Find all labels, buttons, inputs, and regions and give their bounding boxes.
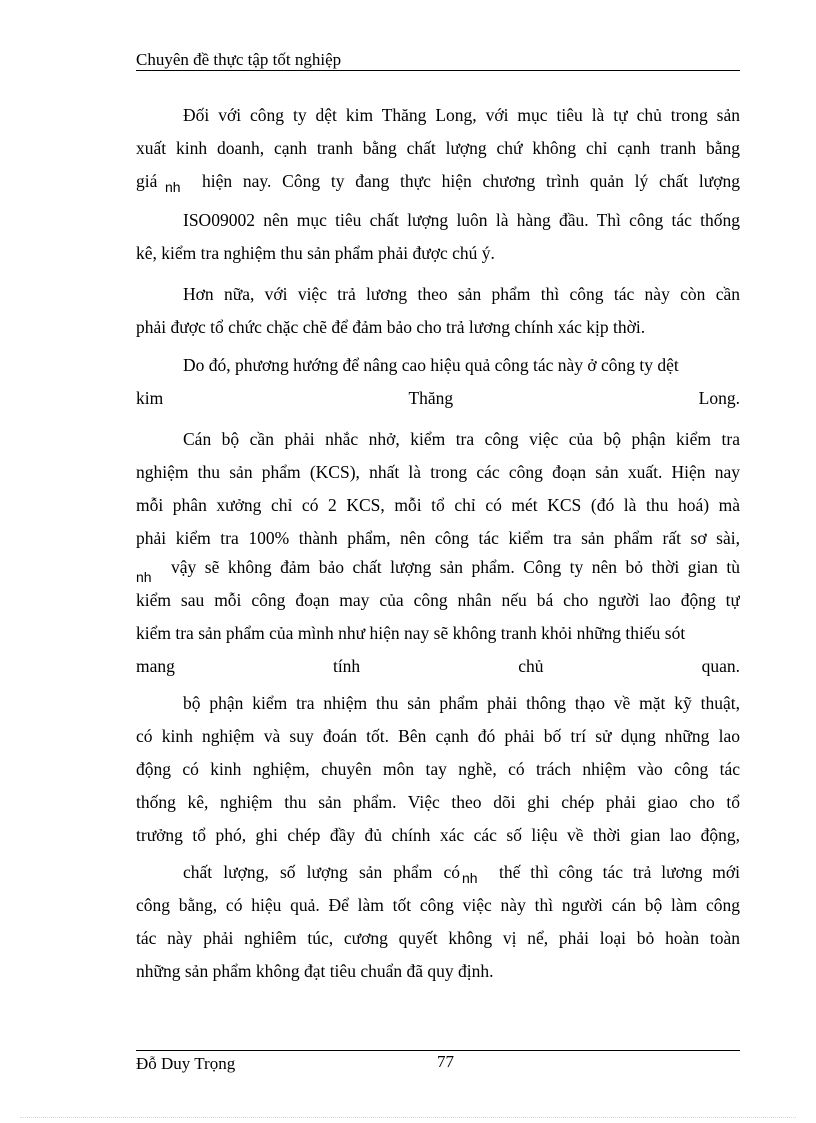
text-line: Đối với công ty dệt kim Thăng Long, với mục tiêu là tự chủ trong sản	[183, 105, 740, 125]
text-line: phải được tổ chức chặc chẽ để đảm bảo cho trả lương chính xác kịp thời.	[136, 317, 646, 337]
text-line: động có kinh nghiệm, chuyên môn tay nghề, có trách nhiệm vào công tác	[136, 759, 740, 779]
footer-rule	[136, 1050, 740, 1051]
text-line: chất lượng, số lượng sản phẩm có	[183, 862, 460, 882]
text-line: hiện nay. Công ty đang thực hiện chương trình quản lý chất lượng	[202, 171, 740, 191]
text-fragment: nh	[136, 569, 152, 585]
text-line: nghiệm thu sản phẩm (KCS), nhất là trong các công đoạn sản xuất. Hiện nay	[136, 462, 740, 482]
text-line: ISO09002 nên mục tiêu chất lượng luôn là hàng đầu. Thì công tác thống	[183, 210, 740, 230]
text-line: kiểm sau mỗi công đoạn may của công nhân nếu bá cho người lao động tự	[136, 590, 740, 610]
text-line: Cán bộ cần phải nhắc nhở, kiểm tra công việc của bộ phận kiểm tra	[183, 429, 740, 449]
text-fragment: nh	[462, 870, 478, 886]
text-line: kim Thăng Long.	[136, 388, 740, 408]
text-line: kê, kiểm tra nghiệm thu sản phẩm phải được chú ý.	[136, 243, 495, 263]
text-line: Do đó, phương hướng để nâng cao hiệu quả công tác này ở công ty dệt	[183, 355, 679, 375]
text-line: thế thì công tác trả lương mới	[499, 862, 740, 882]
text-line: trưởng tổ phó, ghi chép đầy đủ chính xác các số liệu về thời gian lao động,	[136, 825, 740, 845]
text-line: công bằng, có hiệu quả. Để làm tốt công việc này thì người cán bộ làm công	[136, 895, 740, 915]
text-line: Hơn nữa, với việc trả lương theo sản phẩm thì công tác này còn cần	[183, 284, 740, 304]
text-line: phải kiểm tra 100% thành phẩm, nên công tác kiểm tra sản phẩm rất sơ sài,	[136, 528, 740, 548]
text-line: kiểm tra sản phẩm của mình như hiện nay sẽ không tranh khỏi những thiếu sót	[136, 623, 686, 643]
header-title: Chuyên đề thực tập tốt nghiệp	[136, 50, 342, 69]
text-line: mang tính chủ quan.	[136, 656, 740, 676]
text-line: mỗi phân xưởng chỉ có 2 KCS, mỗi tổ chỉ có mét KCS (đó là thu hoá) mà	[136, 495, 740, 515]
footer-author: Đỗ Duy Trọng	[136, 1054, 236, 1073]
text-line: những sản phẩm không đạt tiêu chuẩn đã quy định.	[136, 961, 494, 981]
text-line: giá	[136, 171, 158, 191]
text-line	[462, 861, 478, 884]
header-rule	[136, 70, 740, 71]
text-line: xuất kinh doanh, cạnh tranh bằng chất lượng chứ không chỉ cạnh tranh bằng	[136, 138, 740, 158]
text-line: vậy sẽ không đảm bảo chất lượng sản phẩm. Công ty nên bỏ thời gian tù	[171, 557, 740, 577]
page-edge-divider	[20, 1117, 796, 1118]
text-line: bộ phận kiểm tra nhiệm thu sản phẩm phải thông thạo về mặt kỹ thuật,	[183, 693, 740, 713]
text-line: thống kê, nghiệm thu sản phẩm. Việc theo dõi ghi chép phải giao cho tổ	[136, 792, 740, 812]
text-line	[136, 560, 152, 583]
text-line: tác này phải nghiêm túc, cương quyết không vị nể, phải loại bỏ hoàn toàn	[136, 928, 740, 948]
text-line: có kinh nghiệm và suy đoán tốt. Bên cạnh đó phải bố trí sử dụng những lao	[136, 726, 740, 746]
page-number: 77	[437, 1052, 454, 1071]
text-fragment: nh	[165, 179, 181, 195]
text-line	[165, 170, 181, 193]
